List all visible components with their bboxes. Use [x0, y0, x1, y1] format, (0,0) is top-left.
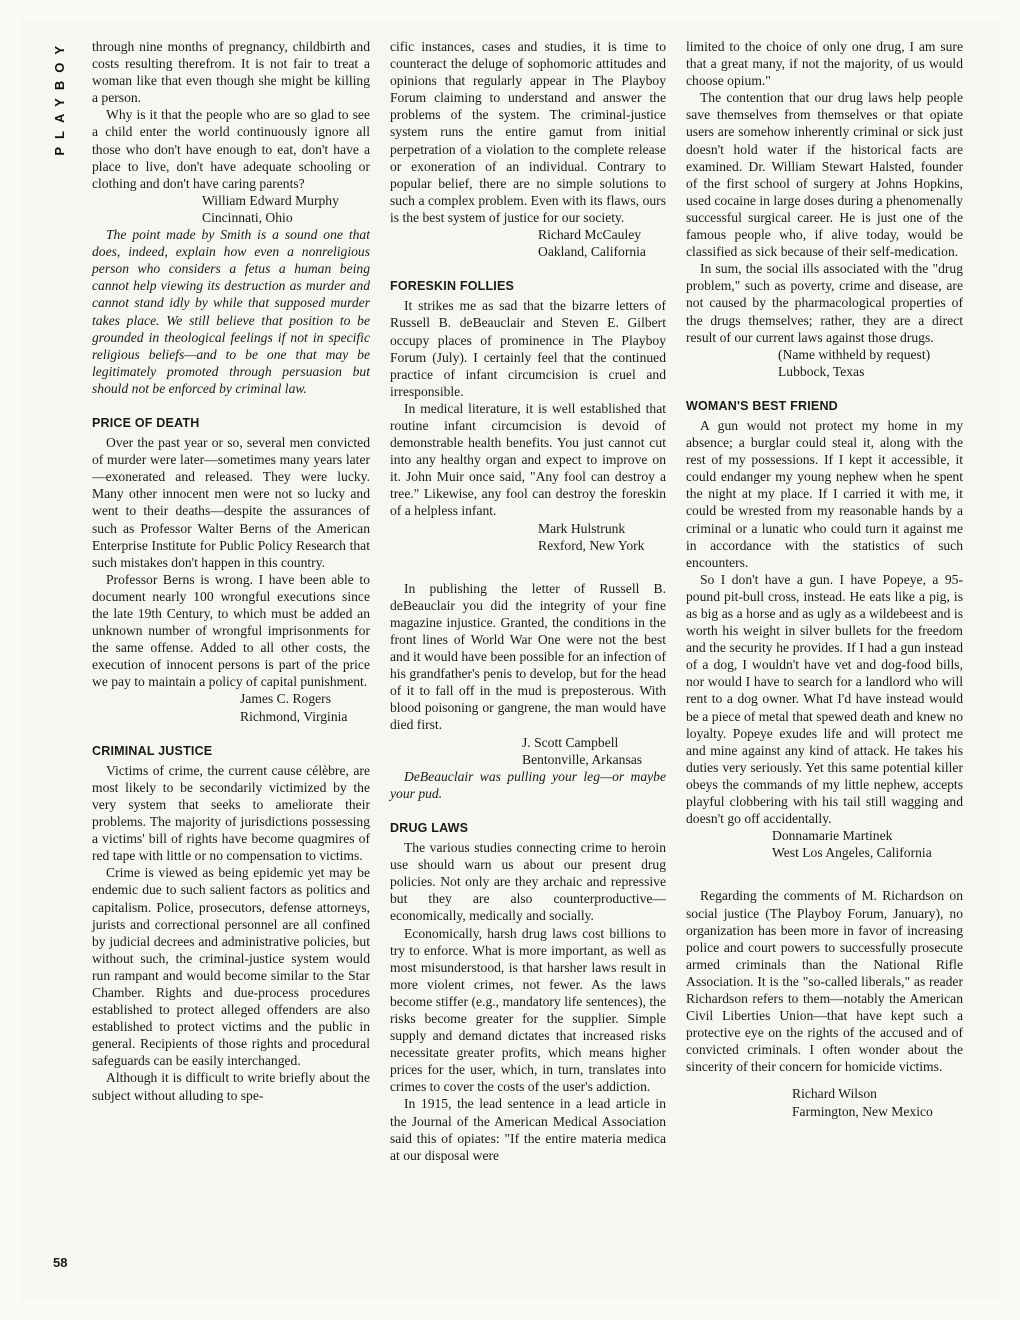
letter-paragraph: In publishing the letter of Russell B. deBeauclair you did the integrity of your fine magazine injustice. Granted, the conditions in the front lines of World War One were not the best and it would have been possible for an infection of his grandfather's penis to develop, but for the head of it to fall off in the mud is preposterous. With blood poisoning or gangrene, the man would have died first.: [390, 580, 666, 733]
signature-place: Oakland, California: [538, 244, 646, 260]
signature-name: Richard McCauley: [538, 227, 642, 243]
letter-paragraph: It strikes me as sad that the bizarre letters of Russell B. deBeauclair and Steven E. Gilbert occupy places of prominence in The Playboy Forum (July). I certainly feel that the continued practice of infant circumcision is cruel and irresponsible.: [390, 298, 666, 399]
letter-paragraph: So I don't have a gun. I have Popeye, a 95-pound pit-bull cross, instead. He eats like a pig, is as big as a horse and as ugly as a wildebeest and is worth his weight in silver bullets for the freedom and the security he provides. If I had a gun instead of a dog, I wouldn't have vet and dog-food bills, nor would I have to search for a landlord who will rent to a dog owner. What I'd have instead would be a piece of metal that spewed death and knew no loyalty. Popeye exudes life and will protect me and mine against any kind of attack. He takes his duties very seriously. Yet this same potential killer obeys the commands of my little nephew, accepts playful clobbering with his tail still wagging and doesn't go off accidentally.: [686, 571, 963, 827]
signature-place: Farmington, New Mexico: [792, 1103, 933, 1119]
signature-name: Richard Wilson: [792, 1086, 877, 1102]
column-3: [686, 38, 963, 1120]
letter-paragraph: Economically, harsh drug laws cost billions to try to enforce. What is more important, as well as most misunderstood, is that harsher laws result in more violent crimes, not fewer. As the laws become stiffer (e.g., mandatory life sentences), the risks become greater for the supplier. Simple supply and demand dictates that increased risks necessitate greater profits, which means higher prices for the user, which, in turn, translates into crimes to cover the costs of the user's addiction.: [390, 925, 666, 1095]
column-1: [92, 38, 370, 1104]
letter-paragraph: Although it is difficult to write briefly about the subject without alluding to spe-: [92, 1070, 370, 1103]
signature-place: Lubbock, Texas: [778, 363, 865, 379]
section-heading: FORESKIN FOLLIES: [390, 279, 515, 294]
signature-place: Richmond, Virginia: [240, 708, 348, 724]
letter-paragraph: Why is it that the people who are so glad to see a child enter the world continuously ignore all those who don't have enough to eat, don't have a place to live, don't have adequate schooling or clothing and don't have caring parents?: [92, 107, 370, 191]
letter-paragraph: through nine months of pregnancy, childbirth and costs resulting therefrom. It is not fair to treat a woman like that even though she might be killing a person.: [92, 39, 370, 106]
signature-name: Mark Hulstrunk: [538, 520, 626, 536]
letter-paragraph: A gun would not protect my home in my absence; a burglar could steal it, along with the rest of my possessions. If I kept it accessible, it could endanger my young nephew when he spent the night at my place. If I carried it with me, it could be wrested from my reasonable hands by a criminal or a lunatic who could turn it against me in accordance with the statistics of such encounters.: [686, 417, 963, 570]
signature-place: Bentonville, Arkansas: [522, 751, 643, 767]
editor-response: The point made by Smith is a sound one that does, indeed, explain how even a nonreligious person who considers a fetus a human being cannot help viewing its destruction as murder and cannot stand idly by while that supposed murder takes place. We still believe that position to be grounded in theological feelings if not in specific religious beliefs—and to be one that may be legitimately promoted through persuasion but should not be enforced by criminal law.: [92, 227, 370, 396]
signature-name: Donnamarie Martinek: [772, 828, 893, 844]
letter-paragraph: The contention that our drug laws help people save themselves from themselves or that opiate users are somehow inherently criminal or sick just doesn't hold water if the historical facts are examined. Dr. William Stewart Halsted, founder of the first school of surgery at Johns Hopkins, used cocaine in large doses during a phenomenally successful surgical career. He is just one of the famous people who, if alive today, would be classified as sick because of their self-medication.: [686, 90, 963, 260]
section-heading: WOMAN'S BEST FRIEND: [686, 398, 838, 413]
signature-name: J. Scott Campbell: [522, 734, 619, 750]
letter-paragraph: limited to the choice of only one drug, I am sure that a great many, if not the majority, of us would choose opium.": [686, 39, 963, 89]
letter-paragraph: Victims of crime, the current cause célèbre, are most likely to be secondarily victimized by the very system that seeks to ameliorate their problems. The majority of jurisdictions possessing a victims' bill of rights have become quagmires of red tape with little or no compensation to victims.: [92, 762, 370, 864]
section-heading: CRIMINAL JUSTICE: [92, 743, 213, 758]
signature-name: (Name withheld by request): [778, 346, 931, 362]
section-heading: PRICE OF DEATH: [92, 415, 200, 430]
signature-name: James C. Rogers: [240, 691, 331, 707]
letter-paragraph: Over the past year or so, several men convicted of murder were later—sometimes many years later—exonerated and released. They were lucky. Many other innocent men were not so lucky and went to their deaths—despite the assurances of such as Professor Walter Berns of the American Enterprise Institute for Public Policy Research that such mistakes don't happen in this country.: [92, 435, 370, 570]
signature-place: Rexford, New York: [538, 537, 645, 553]
signature-name: William Edward Murphy: [202, 192, 339, 208]
letter-paragraph: In sum, the social ills associated with the "drug problem," such as poverty, crime and disease, are not caused by the pharmacological properties of the drugs themselves; rather, they are a direct result of our current laws against those drugs.: [686, 261, 963, 345]
running-head: PLAYBOY: [52, 38, 67, 156]
section-heading: DRUG LAWS: [390, 820, 469, 835]
signature-place: Cincinnati, Ohio: [202, 209, 293, 225]
page-number: 58: [53, 1255, 68, 1270]
letter-paragraph: cific instances, cases and studies, it is time to counteract the deluge of sophomoric attitudes and opinions that regularly appear in The Playboy Forum claiming to understand and answer the problems of the system. The criminal-justice system runs the entire gamut from initial perpetration of a violation to the complete release or exoneration of an individual. Contrary to popular belief, there are no simple solutions to such a complex problem. Even with its flaws, ours is the best system of justice for our society.: [390, 39, 666, 225]
letter-paragraph: Crime is viewed as being epidemic yet may be endemic due to such salient factors as politics and capitalism. Police, prosecutors, defense attorneys, jurists and correctional personnel are all confined by judicial decrees and administrative policies, but without such, the criminal-justice system would run rampant and would become similar to the Star Chamber. Rights and due-process procedures established to protect alleged offenders are also established to protect victims and the public in general. Recipients of those rights and procedural safeguards can be easily interchanged.: [92, 865, 370, 1069]
letter-paragraph: In medical literature, it is well established that routine infant circumcision is devoid of demonstrable health benefits. You just cannot cut into any healthy organ and expect to improve on it. John Muir once said, "Any fool can destroy a tree." Likewise, any fool can destroy the foreskin of a helpless infant.: [390, 400, 666, 519]
letter-paragraph: In 1915, the lead sentence in a lead article in the Journal of the American Medical Association said this of opiates: "If the entire materia medica at our disposal were: [390, 1096, 666, 1163]
column-2: [390, 38, 666, 1164]
letter-paragraph: The various studies connecting crime to heroin use should warn us about our present drug policies. Not only are they archaic and repressive but they are also counterproductive—economically, medically and socially.: [390, 840, 666, 924]
editor-response: DeBeauclair was pulling your leg—or maybe your pud.: [390, 768, 666, 801]
signature-place: West Los Angeles, California: [772, 845, 932, 861]
letter-paragraph: Professor Berns is wrong. I have been able to document nearly 100 wrongful executions since the late 19th Century, to which must be added an unknown number of wrongful imprisonments for the same offense. Added to all other costs, the execution of innocent persons is part of the price we pay to maintain a policy of capital punishment.: [92, 571, 370, 690]
letter-paragraph: Regarding the comments of M. Richardson on social justice (The Playboy Forum, January), no organization has been more in favor of increasing police and court powers to successfully prosecute armed criminals than the National Rifle Association. It is the "so-called liberals," as reader Richardson refers to them—notably the American Civil Liberties Union—that have kept such a protective eye on the rights of the accused and of convicted criminals. I often wonder about the sincerity of their concern for homicide victims.: [686, 888, 963, 1075]
